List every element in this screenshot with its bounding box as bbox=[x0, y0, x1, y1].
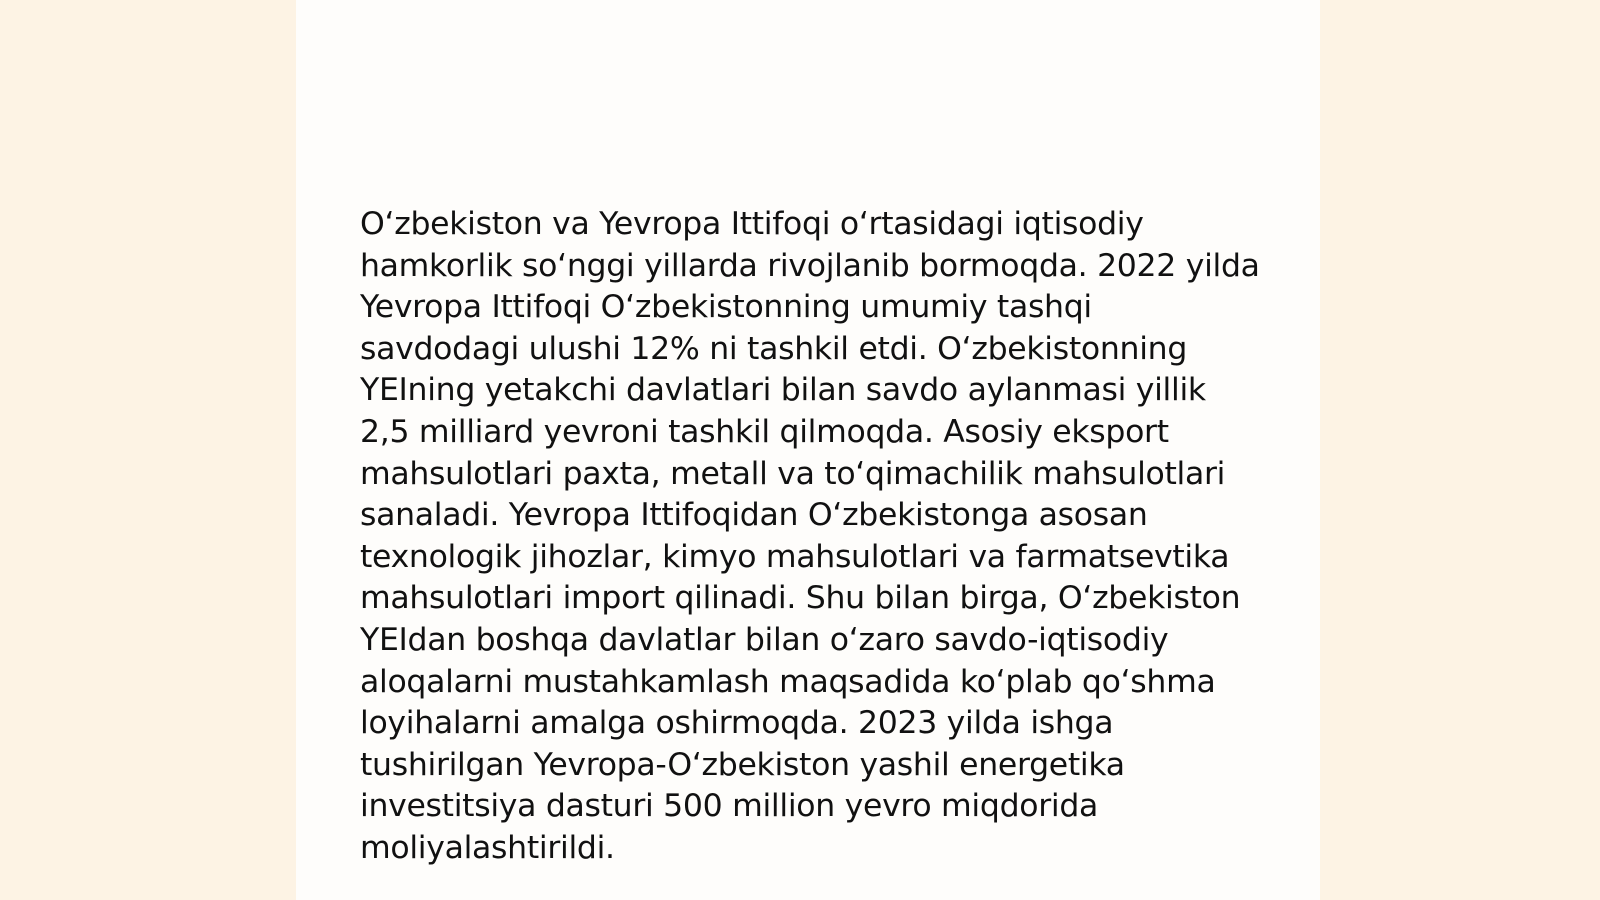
document-page bbox=[296, 0, 1320, 900]
article-paragraph: O‘zbekiston va Yevropa Ittifoqi o‘rtasidagi iqtisodiy hamkorlik so‘nggi yillarda rivojlanib bormoqda. 2022 yilda Yevropa Ittifoqi O‘zbekistonning umumiy tashqi savdodagi ulushi 12% ni tashkil etdi. O‘zbekistonning YEIning yetakchi davlatlari bilan savdo aylanmasi yillik 2,5 milliard yevroni tashkil qilmoqda. Asosiy eksport mahsulotlari paxta, metall va to‘qimachilik mahsulotlari sanaladi. Yevropa Ittifoqidan O‘zbekistonga asosan texnologik jihozlar, kimyo mahsulotlari va farmatsevtika mahsulotlari import qilinadi. Shu bilan birga, O‘zbekiston YEIdan boshqa davlatlar bilan o‘zaro savdo-iqtisodiy aloqalarni mustahkamlash maqsadida ko‘plab qo‘shma loyihalarni amalga oshirmoqda. 2023 yilda ishga tushirilgan Yevropa-O‘zbekiston yashil energetika investitsiya dasturi 500 million yevro miqdorida moliyalashtirildi. bbox=[360, 206, 1260, 866]
